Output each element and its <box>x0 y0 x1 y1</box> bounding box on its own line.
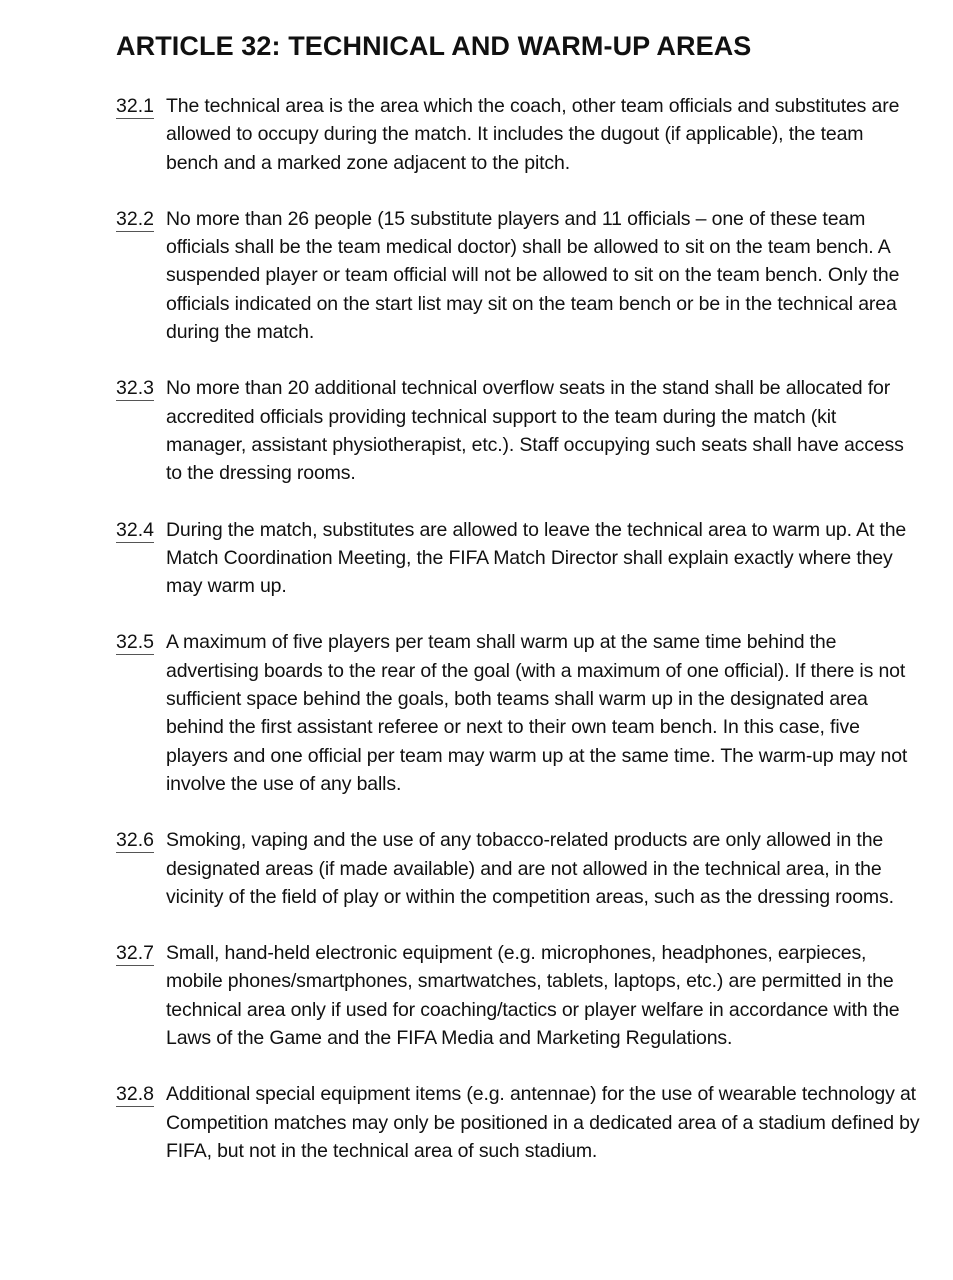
clause-number-link[interactable]: 32.5 <box>116 631 154 654</box>
clause-text: During the match, substitutes are allowed to leave the technical area to warm up. At the Match Coordination Meeting, the FIFA Match Director shall explain exactly where they may warm up. <box>166 518 907 598</box>
clause-list <box>116 92 921 1165</box>
clause-32-8 <box>116 1080 921 1165</box>
clause-32-3 <box>116 374 921 487</box>
clause-number-link[interactable]: 32.2 <box>116 207 154 230</box>
clause-number <box>116 92 166 120</box>
clause-number <box>116 205 166 233</box>
clause-number <box>116 826 166 854</box>
clause-number <box>116 516 166 544</box>
clause-text: Smoking, vaping and the use of any tobacco-related products are only allowed in the designated areas (if made available) and are not allowed in the technical area, in the vicinity of the field of play or within the competition areas, such as the dressing rooms. <box>166 829 894 908</box>
clause-text: Additional special equipment items (e.g. antennae) for the use of wearable technology at Competition matches may only be positioned in a dedicated area of a stadium defined by FIFA, but not in the technical area of such stadium. <box>166 1083 920 1162</box>
clause-number-link[interactable]: 32.7 <box>116 942 154 965</box>
clause-32-6 <box>116 826 921 911</box>
clause-number-link[interactable]: 32.8 <box>116 1083 154 1106</box>
clause-text: Small, hand-held electronic equipment (e.g. microphones, headphones, earpieces, mobile phones/smartphones, smartwatches, tablets, laptops, etc.) are permitted in the technical area only if used for coaching/tactics or player welfare in accordance with the Laws of the Game and the FIFA Media and Marketing Regulations. <box>166 942 900 1050</box>
clause-text: A maximum of five players per team shall warm up at the same time behind the advertising boards to the rear of the goal (with a maximum of one official). If there is not sufficient space behind the goals, both teams shall warm up in the designated area behind the first assistant referee or next to their own team bench. In this case, five players and one official per team may warm up at the same time. The warm-up may not involve the use of any balls. <box>166 631 908 795</box>
clause-number <box>116 1080 166 1108</box>
clause-number-link[interactable]: 32.3 <box>116 377 154 400</box>
clause-32-4 <box>116 516 921 601</box>
clause-number-link[interactable]: 32.6 <box>116 829 154 852</box>
clause-text: The technical area is the area which the coach, other team officials and substitutes are allowed to occupy during the match. It includes the dugout (if applicable), the team bench and a marked zone adjacent to the pitch. <box>166 95 900 174</box>
clause-32-5 <box>116 628 921 798</box>
clause-text: No more than 20 additional technical overflow seats in the stand shall be allocated for accredited officials providing technical support to the team during the match (kit manager, assistant physiotherapist, etc.). Staff occupying such seats shall have access to the dressing rooms. <box>166 377 904 485</box>
clause-number-link[interactable]: 32.4 <box>116 518 154 541</box>
clause-32-7 <box>116 939 921 1052</box>
clause-32-2 <box>116 205 921 346</box>
clause-text: No more than 26 people (15 substitute players and 11 officials – one of these team officials shall be the team medical doctor) shall be allowed to sit on the team bench. A suspended player or team official will not be allowed to sit on the team bench. Only the officials indicated on the start list may sit on the team bench or be in the technical area during the match. <box>166 207 900 344</box>
clause-32-1 <box>116 92 921 177</box>
clause-number-link[interactable]: 32.1 <box>116 95 154 117</box>
clause-number <box>116 628 166 656</box>
article-title: ARTICLE 32: TECHNICAL AND WARM-UP AREAS <box>116 31 752 61</box>
clause-number <box>116 374 166 402</box>
clause-number <box>116 939 166 967</box>
